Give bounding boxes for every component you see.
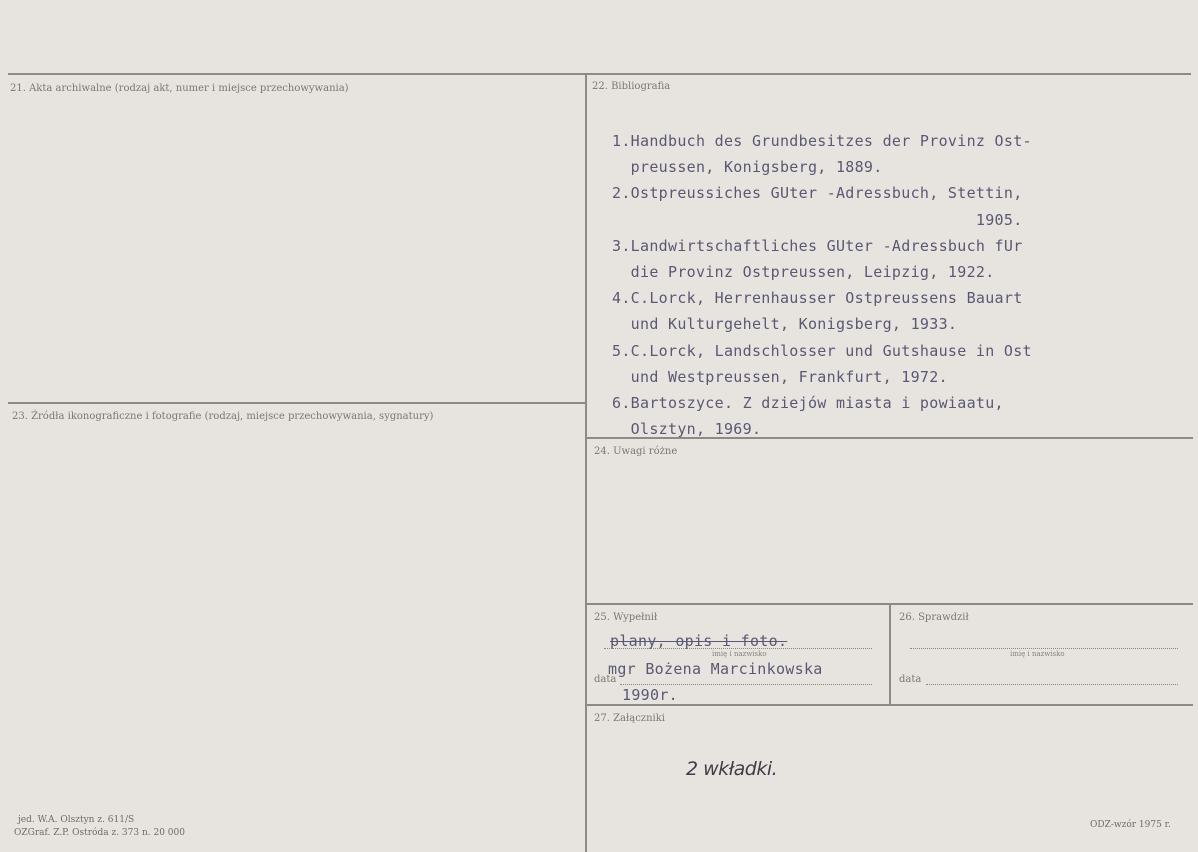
bibliography-line: 4.C.Lorck, Herrenhausser Ostpreussens Bauart <box>612 289 1023 308</box>
wypelnil-typed-line1: plany, opis i foto. <box>610 632 788 650</box>
wypelnil-caption-name: imię i nazwisko <box>712 650 767 658</box>
printer-line-2: OZGraf. Z.P. Ostróda z. 373 n. 20 000 <box>14 828 185 838</box>
label-akta-archiwalne: 21. Akta archiwalne (rodzaj akt, numer i miejsce przechowywania) <box>10 83 349 94</box>
wypelnil-date-line <box>620 684 872 685</box>
zalaczniki-handwritten-note: 2 wkładki. <box>686 758 778 780</box>
wypelnil-date-label: data <box>594 674 617 685</box>
bibliography-list <box>612 128 1172 442</box>
signature-divider <box>889 604 891 704</box>
form-id: ODZ-wzór 1975 r. <box>1090 820 1171 830</box>
wypelnil-typed-line2: mgr Bożena Marcinkowska <box>608 660 823 678</box>
bibliography-line: 5.C.Lorck, Landschlosser und Gutshause in Ost <box>612 341 1032 360</box>
wypelnil-date-value: 1990r. <box>622 686 678 704</box>
label-sprawdzil: 26. Sprawdził <box>899 612 969 623</box>
printer-line-1: jed. W.A. Olsztyn z. 611/S <box>18 815 135 825</box>
bibliography-line: 1.Handbuch des Grundbesitzes der Provinz Ost- <box>612 132 1032 150</box>
bibliography-line: 1905. <box>612 210 1023 229</box>
top-rule <box>8 73 1191 75</box>
bibliography-line: und Westpreussen, Frankfurt, 1972. <box>612 367 948 386</box>
bibliography-line: preussen, Konigsberg, 1889. <box>612 158 883 177</box>
bibliography-line: 3.Landwirtschaftliches GUter -Adressbuch fUr <box>612 236 1023 255</box>
sprawdzil-name-line <box>910 648 1178 649</box>
sprawdzil-date-line <box>926 684 1178 685</box>
label-zalaczniki: 27. Załączniki <box>594 713 665 724</box>
bibliography-line: die Provinz Ostpreussen, Leipzig, 1922. <box>612 262 995 281</box>
label-bibliografia: 22. Bibliografia <box>592 81 671 92</box>
bibliography-line: 6.Bartoszyce. Z dziejów miasta i powiaatu, <box>612 393 1004 412</box>
bibliography-line: und Kulturgehelt, Konigsberg, 1933. <box>612 315 958 334</box>
right-rule-zalaczniki <box>586 704 1193 706</box>
sprawdzil-caption-name: imię i nazwisko <box>1010 650 1065 658</box>
left-mid-rule <box>8 402 586 404</box>
bibliography-line: Olsztyn, 1969. <box>612 420 762 439</box>
center-divider <box>585 74 587 852</box>
bibliography-line: 2.Ostpreussiches GUter -Adressbuch, Stettin, <box>612 184 1023 203</box>
label-zrodla-ikonograficzne: 23. Źródła ikonograficzne i fotografie (rodzaj, miejsce przechowywania, sygnatury) <box>12 411 434 422</box>
label-wypelnil: 25. Wypełnił <box>594 612 658 623</box>
label-uwagi-rozne: 24. Uwagi różne <box>594 446 678 457</box>
wypelnil-name-line <box>604 648 872 649</box>
sprawdzil-date-label: data <box>899 674 922 685</box>
